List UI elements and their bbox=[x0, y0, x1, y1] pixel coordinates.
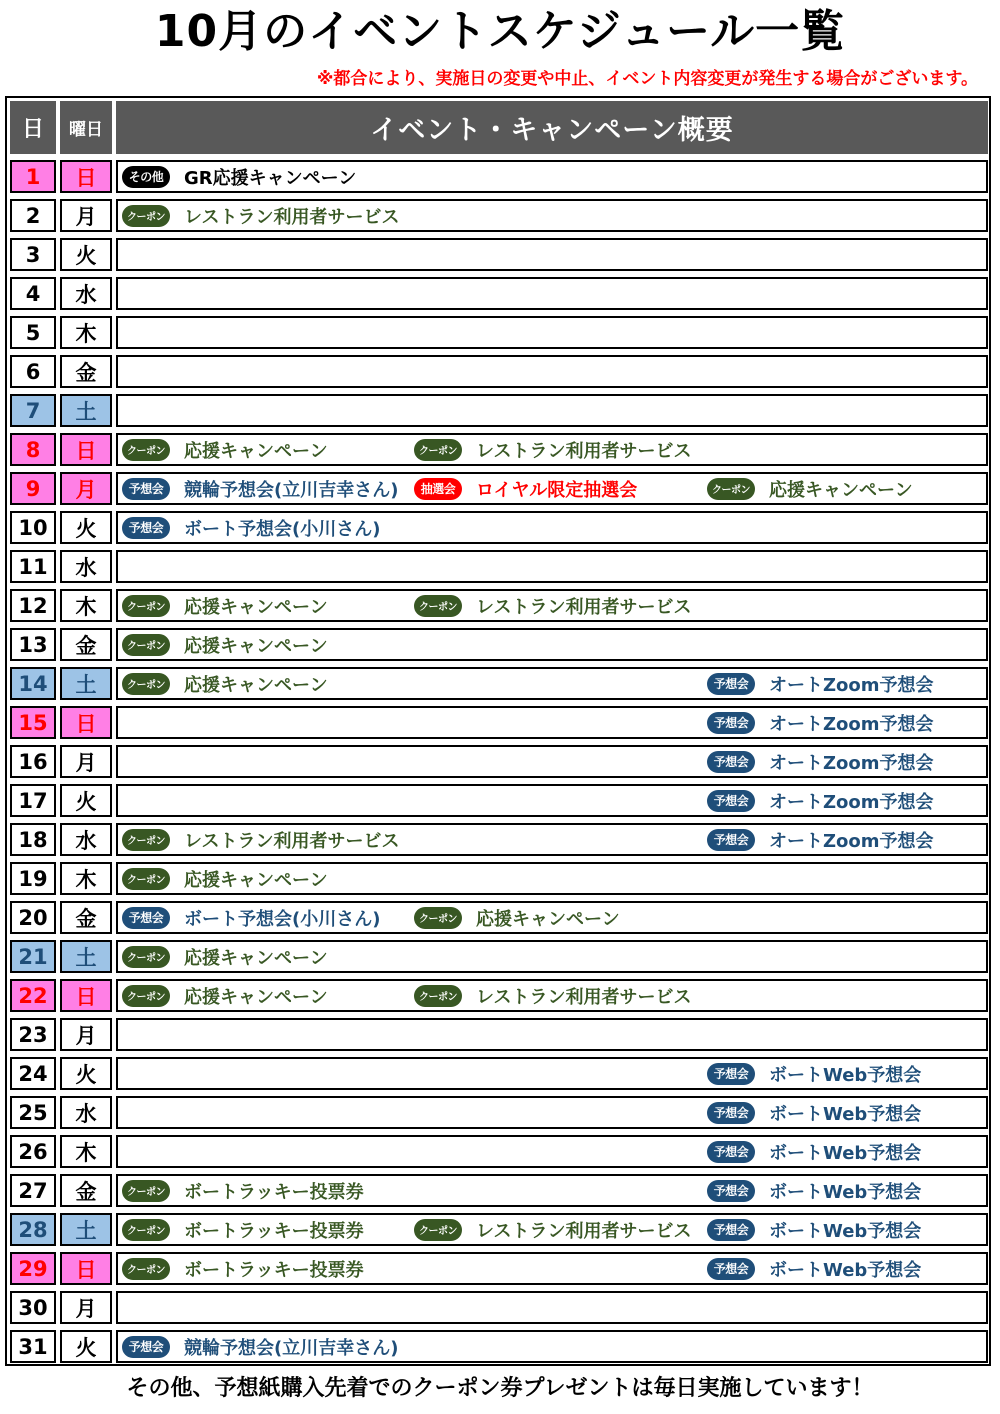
weekday: 土 bbox=[60, 667, 112, 700]
event-tag-coupon: クーポン bbox=[122, 1180, 170, 1202]
event-tag-coupon: クーポン bbox=[122, 673, 170, 695]
event-tag-yoso: 予想会 bbox=[122, 1336, 170, 1358]
weekday: 火 bbox=[60, 1330, 112, 1363]
day-number: 1 bbox=[10, 160, 56, 193]
day-number: 22 bbox=[10, 979, 56, 1012]
table-row bbox=[7, 586, 989, 625]
day-number: 27 bbox=[10, 1174, 56, 1207]
day-number: 31 bbox=[10, 1330, 56, 1363]
day-number: 11 bbox=[10, 550, 56, 583]
table-row bbox=[7, 781, 989, 820]
event-item bbox=[707, 1059, 921, 1088]
weekday: 日 bbox=[60, 706, 112, 739]
event-item bbox=[707, 1176, 921, 1205]
event-item bbox=[122, 630, 328, 659]
day-number: 25 bbox=[10, 1096, 56, 1129]
header-day: 日 bbox=[10, 101, 56, 154]
event-tag-coupon: クーポン bbox=[414, 907, 462, 929]
table-row bbox=[7, 469, 989, 508]
table-row bbox=[7, 547, 989, 586]
event-item bbox=[707, 669, 934, 698]
event-text: 応援キャンペーン bbox=[184, 674, 328, 696]
event-tag-coupon: クーポン bbox=[414, 1219, 462, 1241]
event-tag-coupon: クーポン bbox=[414, 595, 462, 617]
event-tag-coupon: クーポン bbox=[122, 985, 170, 1007]
day-number: 14 bbox=[10, 667, 56, 700]
table-row bbox=[7, 664, 989, 703]
day-number: 13 bbox=[10, 628, 56, 661]
event-tag-coupon: クーポン bbox=[707, 478, 755, 500]
weekday: 木 bbox=[60, 589, 112, 622]
table-row bbox=[7, 937, 989, 976]
event-text: レストラン利用者サービス bbox=[184, 206, 400, 228]
weekday: 土 bbox=[60, 394, 112, 427]
event-cell bbox=[116, 1291, 988, 1324]
event-item bbox=[122, 1215, 364, 1244]
event-text: レストラン利用者サービス bbox=[476, 1220, 692, 1242]
day-number: 17 bbox=[10, 784, 56, 817]
table-row bbox=[7, 352, 989, 391]
event-text: 応援キャンペーン bbox=[184, 869, 328, 891]
event-text: 応援キャンペーン bbox=[184, 947, 328, 969]
day-number: 3 bbox=[10, 238, 56, 271]
table-row bbox=[7, 1054, 989, 1093]
event-tag-yoso: 予想会 bbox=[707, 1063, 755, 1085]
event-cell bbox=[116, 511, 988, 544]
event-tag-coupon: クーポン bbox=[122, 946, 170, 968]
event-text: ロイヤル限定抽選会 bbox=[476, 479, 638, 501]
event-tag-coupon: クーポン bbox=[414, 985, 462, 1007]
event-cell bbox=[116, 1057, 988, 1090]
event-text: ボートラッキー投票券 bbox=[184, 1220, 364, 1242]
event-text: 応援キャンペーン bbox=[476, 908, 620, 930]
event-cell bbox=[116, 1330, 988, 1363]
event-tag-coupon: クーポン bbox=[414, 439, 462, 461]
table-row bbox=[7, 391, 989, 430]
event-cell bbox=[116, 394, 988, 427]
event-cell bbox=[116, 784, 988, 817]
event-text: ボートWeb予想会 bbox=[769, 1181, 922, 1203]
weekday: 金 bbox=[60, 1174, 112, 1207]
event-cell bbox=[116, 706, 988, 739]
event-tag-yoso: 予想会 bbox=[707, 1141, 755, 1163]
event-tag-yoso: 予想会 bbox=[707, 1180, 755, 1202]
event-tag-coupon: クーポン bbox=[122, 1219, 170, 1241]
weekday: 水 bbox=[60, 277, 112, 310]
event-item bbox=[122, 1176, 364, 1205]
event-tag-chusen: 抽選会 bbox=[414, 478, 462, 500]
day-number: 15 bbox=[10, 706, 56, 739]
event-cell bbox=[116, 940, 988, 973]
weekday: 月 bbox=[60, 1018, 112, 1051]
event-cell bbox=[116, 433, 988, 466]
notice-text: ※都合により、実施日の変更や中止、イベント内容変更が発生する場合がございます。 bbox=[316, 69, 978, 89]
event-text: ボートWeb予想会 bbox=[769, 1259, 922, 1281]
page-title: 10月のイベントスケジュール一覧 bbox=[154, 6, 846, 57]
table-row bbox=[7, 1327, 989, 1366]
schedule-table bbox=[5, 96, 991, 1366]
event-item bbox=[122, 435, 328, 464]
event-text: ボート予想会(小川さん) bbox=[184, 518, 381, 540]
weekday: 水 bbox=[60, 823, 112, 856]
weekday: 火 bbox=[60, 784, 112, 817]
event-item bbox=[707, 1215, 921, 1244]
weekday: 日 bbox=[60, 1252, 112, 1285]
event-item bbox=[707, 708, 934, 737]
event-cell bbox=[116, 1018, 988, 1051]
event-item bbox=[122, 669, 328, 698]
weekday: 水 bbox=[60, 1096, 112, 1129]
event-item bbox=[707, 474, 913, 503]
day-number: 5 bbox=[10, 316, 56, 349]
event-item bbox=[122, 981, 328, 1010]
table-row bbox=[7, 1210, 989, 1249]
weekday: 月 bbox=[60, 472, 112, 505]
event-cell bbox=[116, 160, 988, 193]
event-tag-coupon: クーポン bbox=[122, 634, 170, 656]
weekday: 土 bbox=[60, 1213, 112, 1246]
weekday: 木 bbox=[60, 862, 112, 895]
event-item bbox=[707, 1254, 921, 1283]
table-row bbox=[7, 859, 989, 898]
event-tag-yoso: 予想会 bbox=[122, 907, 170, 929]
event-item bbox=[414, 1215, 691, 1244]
header-weekday: 曜日 bbox=[60, 101, 112, 154]
event-item bbox=[707, 1098, 921, 1127]
event-text: 応援キャンペーン bbox=[769, 479, 913, 501]
weekday: 木 bbox=[60, 316, 112, 349]
event-tag-coupon: クーポン bbox=[122, 205, 170, 227]
event-text: 応援キャンペーン bbox=[184, 440, 328, 462]
day-number: 26 bbox=[10, 1135, 56, 1168]
event-item bbox=[122, 903, 380, 932]
event-text: オートZoom予想会 bbox=[769, 752, 934, 774]
event-cell bbox=[116, 316, 988, 349]
event-item bbox=[122, 1332, 398, 1361]
event-item bbox=[707, 747, 934, 776]
day-number: 12 bbox=[10, 589, 56, 622]
table-row bbox=[7, 1249, 989, 1288]
day-number: 20 bbox=[10, 901, 56, 934]
weekday: 木 bbox=[60, 1135, 112, 1168]
event-tag-yoso: 予想会 bbox=[707, 751, 755, 773]
event-text: ボートWeb予想会 bbox=[769, 1064, 922, 1086]
event-text: オートZoom予想会 bbox=[769, 791, 934, 813]
event-cell bbox=[116, 667, 988, 700]
event-cell bbox=[116, 862, 988, 895]
weekday: 土 bbox=[60, 940, 112, 973]
day-number: 16 bbox=[10, 745, 56, 778]
event-text: ボートWeb予想会 bbox=[769, 1103, 922, 1125]
table-row bbox=[7, 313, 989, 352]
event-item bbox=[122, 474, 398, 503]
event-item bbox=[414, 435, 691, 464]
table-row bbox=[7, 976, 989, 1015]
day-number: 19 bbox=[10, 862, 56, 895]
event-text: ボートラッキー投票券 bbox=[184, 1181, 364, 1203]
event-text: オートZoom予想会 bbox=[769, 674, 934, 696]
event-tag-coupon: クーポン bbox=[122, 595, 170, 617]
event-item bbox=[122, 942, 328, 971]
event-cell bbox=[116, 979, 988, 1012]
event-item bbox=[707, 825, 934, 854]
event-cell bbox=[116, 238, 988, 271]
event-cell bbox=[116, 1174, 988, 1207]
event-tag-yoso: 予想会 bbox=[707, 1258, 755, 1280]
event-cell bbox=[116, 355, 988, 388]
event-item bbox=[707, 786, 934, 815]
event-text: ボート予想会(小川さん) bbox=[184, 908, 381, 930]
event-tag-coupon: クーポン bbox=[122, 829, 170, 851]
event-cell bbox=[116, 823, 988, 856]
event-cell bbox=[116, 745, 988, 778]
day-number: 28 bbox=[10, 1213, 56, 1246]
table-row bbox=[7, 742, 989, 781]
event-cell bbox=[116, 1213, 988, 1246]
event-text: ボートラッキー投票券 bbox=[184, 1259, 364, 1281]
event-tag-coupon: クーポン bbox=[122, 1258, 170, 1280]
event-text: ボートWeb予想会 bbox=[769, 1142, 922, 1164]
table-row bbox=[7, 1132, 989, 1171]
table-row bbox=[7, 703, 989, 742]
event-text: 競輪予想会(立川吉幸さん) bbox=[184, 479, 399, 501]
day-number: 21 bbox=[10, 940, 56, 973]
event-cell bbox=[116, 550, 988, 583]
event-tag-coupon: クーポン bbox=[122, 439, 170, 461]
event-tag-yoso: 予想会 bbox=[707, 790, 755, 812]
weekday: 金 bbox=[60, 628, 112, 661]
weekday: 金 bbox=[60, 355, 112, 388]
weekday: 日 bbox=[60, 433, 112, 466]
day-number: 30 bbox=[10, 1291, 56, 1324]
event-tag-yoso: 予想会 bbox=[707, 712, 755, 734]
event-item bbox=[122, 513, 380, 542]
weekday: 火 bbox=[60, 511, 112, 544]
event-tag-yoso: 予想会 bbox=[707, 1219, 755, 1241]
day-number: 6 bbox=[10, 355, 56, 388]
event-cell bbox=[116, 1096, 988, 1129]
day-number: 24 bbox=[10, 1057, 56, 1090]
event-item bbox=[414, 474, 637, 503]
weekday: 日 bbox=[60, 979, 112, 1012]
day-number: 9 bbox=[10, 472, 56, 505]
event-item bbox=[122, 591, 328, 620]
day-number: 7 bbox=[10, 394, 56, 427]
table-row bbox=[7, 820, 989, 859]
event-cell bbox=[116, 628, 988, 661]
table-row bbox=[7, 625, 989, 664]
event-cell bbox=[116, 472, 988, 505]
event-text: オートZoom予想会 bbox=[769, 830, 934, 852]
event-text: ボートWeb予想会 bbox=[769, 1220, 922, 1242]
event-cell bbox=[116, 199, 988, 232]
event-cell bbox=[116, 589, 988, 622]
table-row bbox=[7, 235, 989, 274]
day-number: 10 bbox=[10, 511, 56, 544]
day-number: 18 bbox=[10, 823, 56, 856]
event-text: オートZoom予想会 bbox=[769, 713, 934, 735]
weekday: 月 bbox=[60, 1291, 112, 1324]
day-number: 8 bbox=[10, 433, 56, 466]
day-number: 29 bbox=[10, 1252, 56, 1285]
event-tag-yoso: 予想会 bbox=[707, 829, 755, 851]
table-row bbox=[7, 898, 989, 937]
event-tag-yoso: 予想会 bbox=[122, 517, 170, 539]
event-text: レストラン利用者サービス bbox=[476, 596, 692, 618]
event-text: 応援キャンペーン bbox=[184, 596, 328, 618]
event-text: 応援キャンペーン bbox=[184, 635, 328, 657]
table-row bbox=[7, 1288, 989, 1327]
schedule-rows bbox=[7, 157, 989, 1366]
footer-note: その他、予想紙購入先着でのクーポン券プレゼントは毎日実施しています！ bbox=[126, 1376, 874, 1401]
day-number: 23 bbox=[10, 1018, 56, 1051]
event-item bbox=[122, 162, 356, 191]
table-row bbox=[7, 274, 989, 313]
event-text: 応援キャンペーン bbox=[184, 986, 328, 1008]
weekday: 水 bbox=[60, 550, 112, 583]
event-cell bbox=[116, 1252, 988, 1285]
event-cell bbox=[116, 277, 988, 310]
event-item bbox=[122, 201, 399, 230]
weekday: 火 bbox=[60, 1057, 112, 1090]
table-row bbox=[7, 1171, 989, 1210]
weekday: 火 bbox=[60, 238, 112, 271]
weekday: 月 bbox=[60, 199, 112, 232]
event-tag-sonota: その他 bbox=[122, 166, 170, 188]
event-item bbox=[122, 864, 328, 893]
table-row bbox=[7, 157, 989, 196]
event-text: レストラン利用者サービス bbox=[476, 440, 692, 462]
day-number: 2 bbox=[10, 199, 56, 232]
day-number: 4 bbox=[10, 277, 56, 310]
table-row bbox=[7, 1015, 989, 1054]
event-item bbox=[414, 981, 691, 1010]
table-row bbox=[7, 430, 989, 469]
weekday: 月 bbox=[60, 745, 112, 778]
event-text: GR応援キャンペーン bbox=[184, 167, 357, 189]
event-cell bbox=[116, 1135, 988, 1168]
weekday: 金 bbox=[60, 901, 112, 934]
event-tag-yoso: 予想会 bbox=[707, 673, 755, 695]
event-item bbox=[414, 591, 691, 620]
event-text: 競輪予想会(立川吉幸さん) bbox=[184, 1337, 399, 1359]
event-tag-yoso: 予想会 bbox=[707, 1102, 755, 1124]
event-item bbox=[122, 825, 399, 854]
table-row bbox=[7, 1093, 989, 1132]
event-tag-coupon: クーポン bbox=[122, 868, 170, 890]
event-text: レストラン利用者サービス bbox=[184, 830, 400, 852]
event-item bbox=[122, 1254, 364, 1283]
event-item bbox=[414, 903, 620, 932]
event-cell bbox=[116, 901, 988, 934]
event-item bbox=[707, 1137, 921, 1166]
table-row bbox=[7, 508, 989, 547]
event-tag-yoso: 予想会 bbox=[122, 478, 170, 500]
table-row bbox=[7, 196, 989, 235]
weekday: 日 bbox=[60, 160, 112, 193]
header-events: イベント・キャンペーン概要 bbox=[116, 101, 988, 154]
event-text: レストラン利用者サービス bbox=[476, 986, 692, 1008]
